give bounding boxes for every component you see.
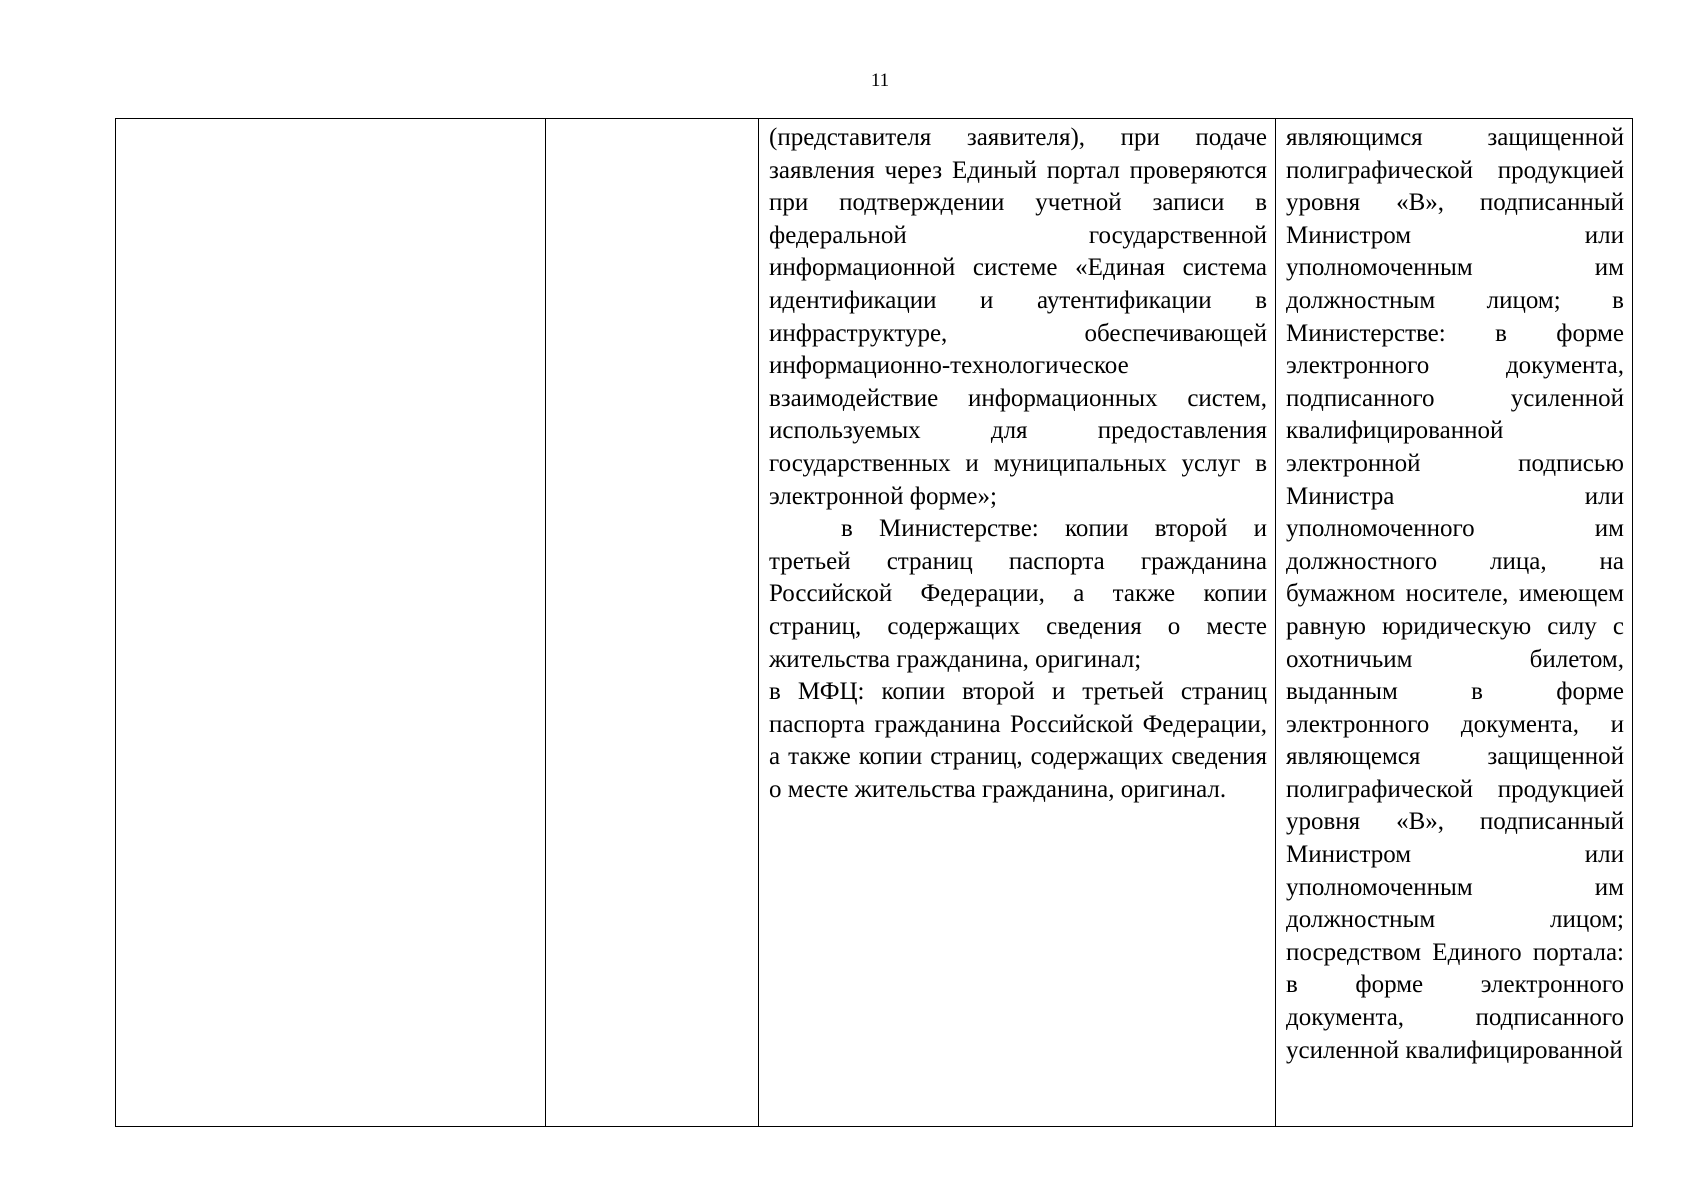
table-cell-col1 (116, 119, 546, 1127)
table-cell-col2 (546, 119, 759, 1127)
page-number: 11 (870, 70, 890, 91)
col3-paragraph-2: в Министерстве: копии второй и третьей страниц паспорта гражданина Российской Федерации, а также копии страниц, содержащих сведения о месте жительства гражданина, оригинал; (769, 515, 1267, 673)
document-table (115, 118, 1633, 1127)
col3-paragraph-3: в МФЦ: копии второй и третьей страниц паспорта гражданина Российской Федерации, а также копии страниц, содержащих сведения о месте жительства гражданина, оригинал. (769, 678, 1267, 803)
table-row (116, 119, 1633, 1127)
col4-paragraph-1: являющимся защищенной полиграфической продукцией уровня «В», подписанный Министром или уполномоченным им должностным лицом; в Министерстве: в форме электронного документа, подписанного усиленной квалифицированной электронной подписью Министра или уполномоченного им должностного лица, на бумажном носителе, имеющем равную юридическую силу с охотничьим билетом, выданным в форме электронного документа, и являющемся защищенной полиграфической продукцией уровня «В», подписанный Министром или уполномоченным им должностным лицом; посредством Единого портала: в форме электронного документа, подписанного усиленной квалифицированной (1286, 124, 1624, 1064)
col3-paragraph-1: (представителя заявителя), при подаче заявления через Единый портал проверяются при подтверждении учетной записи в федеральной государственной информационной системе «Единая система идентификации и аутентификации в инфраструктуре, обеспечивающей информационно-технологическое взаимодействие информационных систем, используемых для предоставления государственных и муниципальных услуг в электронной форме»; (769, 124, 1267, 510)
table-cell-col3 (759, 119, 1276, 1127)
table-cell-col4 (1276, 119, 1633, 1127)
